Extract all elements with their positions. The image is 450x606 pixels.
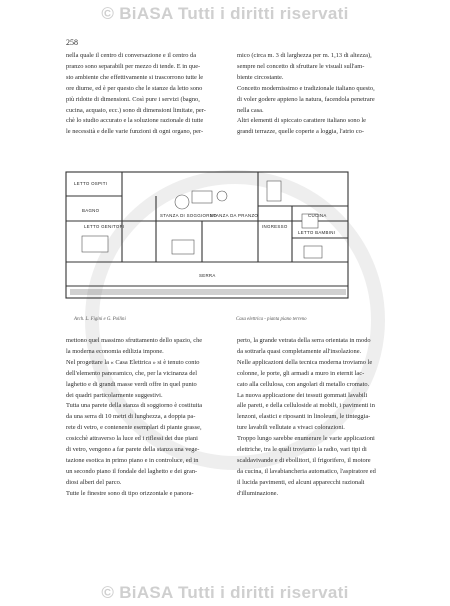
text-line: sto ambiente che effettivamente si trascorrono tutte le	[66, 73, 204, 81]
plan-label-stanza-soggiorno: STANZA DI SOGGIORNO	[160, 213, 217, 218]
text-line: Nel progettare la « Casa Elettrica » si è tenuto conto	[66, 358, 200, 366]
text-line: pranzo sono separabili per mezzo di tende. E in que-	[66, 62, 201, 70]
text-line: la moderna economia edilizia impone.	[66, 347, 164, 355]
floor-plan	[62, 166, 357, 309]
plan-label-cucina: CUCINA	[308, 213, 327, 218]
text-line: mico (circa m. 3 di larghezza per m. 1,13 di altezza),	[237, 52, 372, 59]
text-line: da sottrarla quasi completamente all'insolazione.	[237, 347, 362, 355]
text-line: elettriche, tra le quali troviamo la radio, vari tipi di	[237, 446, 367, 454]
watermark-bottom: © BiASA Tutti i diritti riservati	[101, 583, 349, 602]
text-line: Tutte le finestre sono di tipo orizzontale e panora-	[66, 489, 194, 497]
text-line: laghetto e di grandi masse verdi offre in quel punto	[66, 380, 197, 388]
text-line: chè lo studio accurato e la soluzione razionale di tutte	[66, 117, 204, 125]
caption-plan-title: Casa elettrica - pianta piano terreno	[236, 317, 307, 322]
text-line: colonne, le porte, gli armadi a muro in eternit lac-	[237, 369, 365, 377]
text-line: il lucida pavimenti, ed alcuni apparecchi razionali	[237, 478, 365, 486]
text-line: mettono quel massimo sfruttamento dello spazio, che	[66, 337, 203, 344]
text-line: da una serra di 10 metri di lunghezza, a doppia pa-	[66, 413, 196, 421]
plan-label-bagno: BAGNO	[82, 208, 100, 213]
text-line: scaldavivande e di ebollitori, il frigorifero, il motore	[237, 456, 371, 464]
text-line: rete di vetro, e contenente esemplari di piante grasse,	[66, 424, 202, 432]
caption-architects: Arch. L. Figini e G. Pollini	[74, 317, 126, 322]
text-line: ore diurne, ed è per questo che le stanze da letto sono	[66, 84, 203, 92]
text-line: da cucina, il lavabiancheria automatico, l'aspiratore ed	[237, 467, 376, 475]
plan-label-serra: SERRA	[199, 273, 216, 278]
page-number: 258	[66, 38, 78, 47]
text-line: grandi terrazze, quelle coperte a loggia, l'atrio co-	[237, 128, 364, 136]
text-line: Concetto modernissimo e tradizionale italiano questo,	[237, 84, 375, 92]
text-line: un secondo piano il fondale del laghetto e dei gran-	[66, 467, 198, 475]
text-column-bottom-right	[237, 336, 393, 500]
plan-label-letto-bambini: LETTO BAMBINI	[298, 230, 336, 235]
text-column-bottom-left	[66, 336, 220, 500]
text-line: più ridotte di dimensioni. Così pure i servizi (bagno,	[66, 95, 200, 103]
text-line: lenzoni, elastici e riposanti in linoleum, le tinteggia-	[237, 413, 371, 421]
plan-label-letto-ospiti: LETTO OSPITI	[74, 181, 108, 186]
text-line: tazione esotica in primo piano e in controluce, ed in	[66, 456, 199, 464]
text-line: diosi alberi del parco.	[66, 478, 122, 486]
text-line: nella quale il centro di conversazione e il centro da	[66, 52, 197, 59]
text-column-top-left	[66, 51, 220, 138]
text-line: dell'elemento panoramico, che, per la vicinanza del	[66, 369, 198, 377]
text-line: cucina, acquaio, ecc.) sono di dimensioni limitate, per-	[66, 106, 206, 114]
plan-label-letto-genitori: LETTO GENITORI	[84, 224, 125, 229]
text-line: nella casa.	[237, 106, 264, 114]
text-line: La nuova applicazione dei tessuti gommati lavabili	[237, 391, 368, 399]
text-column-top-right	[237, 51, 393, 138]
text-line: cato alla cellulosa, con angolari di metallo cromato.	[237, 380, 370, 388]
watermark-top: © BiASA Tutti i diritti riservati	[101, 4, 349, 23]
text-line: alle pareti, e della celluloside ai mobili, i pavimenti in	[237, 402, 375, 410]
text-line: di voler godere appieno la natura, facendola penetrare	[237, 95, 375, 103]
text-line: le necessità e delle varie funzioni di ogni organo, per-	[66, 128, 204, 136]
plan-label-stanza-pranzo: STANZA DA PRANZO	[210, 213, 259, 218]
text-line: sempre nel concetto di sfruttare le visuali sull'am-	[237, 62, 365, 70]
text-line: Altri elementi di spiccato carattere italiano sono le	[237, 117, 367, 125]
text-line: Tutta una parete della stanza di soggiorno è costituita	[66, 402, 203, 410]
plan-label-ingresso: INGRESSO	[262, 224, 288, 229]
text-line: perto, la grande vetrata della serra orientata in modo	[237, 337, 371, 344]
text-line: Troppo lungo sarebbe enumerare le varie applicazioni	[237, 435, 375, 443]
text-line: cosicchè attraverso la luce ed i riflessi dei due piani	[66, 435, 198, 443]
text-line: dei quadri particolarmente suggestivi.	[66, 391, 163, 399]
text-line: biente circostante.	[237, 73, 284, 81]
text-line: Nelle applicazioni della tecnica moderna troviamo le	[237, 358, 373, 366]
text-line: di vetro, vengono a far parete della stanza una vege-	[66, 446, 200, 454]
text-line: d'illuminazione.	[237, 489, 279, 497]
text-line: ture lavabili vellutate a vivaci colorazioni.	[237, 424, 345, 432]
